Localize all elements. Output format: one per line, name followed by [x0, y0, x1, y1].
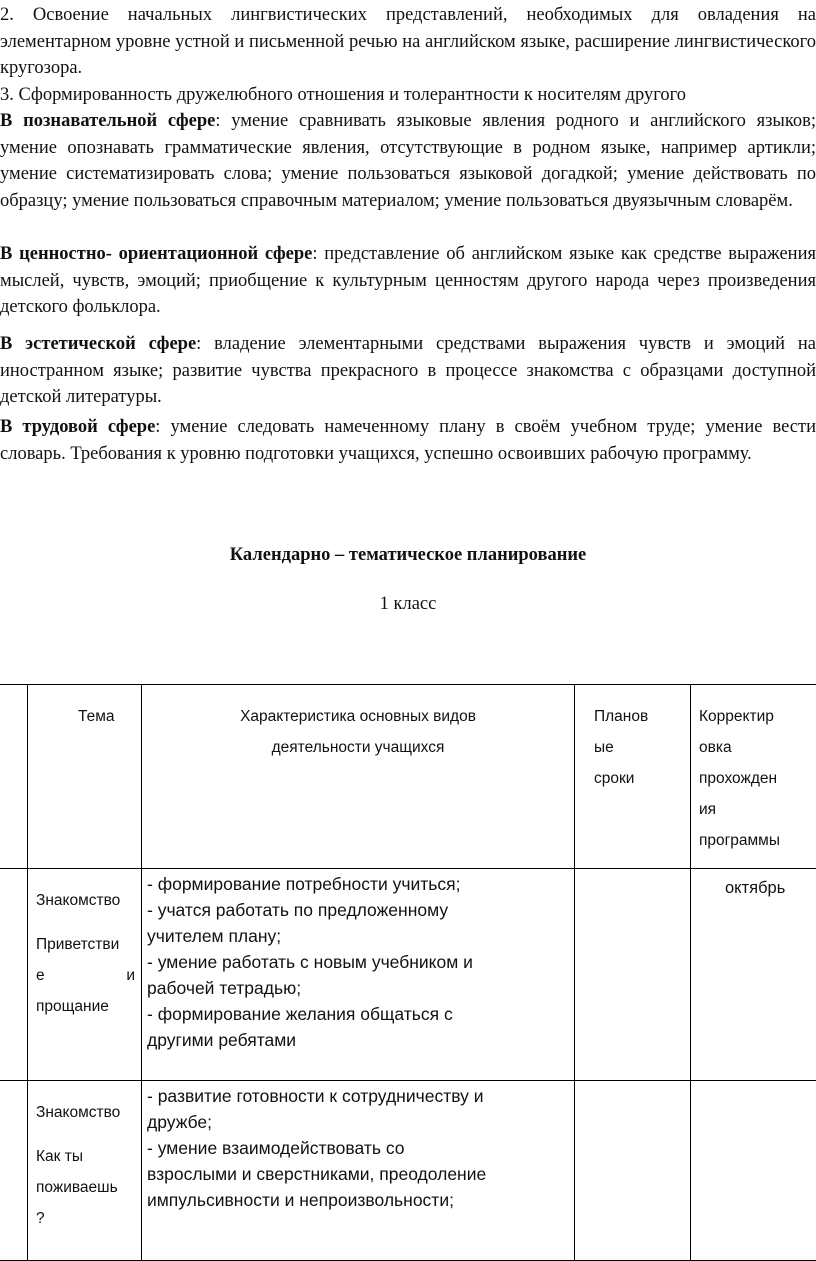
- row1-correction-cell: [691, 869, 816, 1081]
- paragraph-labor: [0, 414, 816, 467]
- row1-correction: октябрь: [691, 869, 816, 901]
- row2-activities: [142, 1081, 574, 1213]
- row2-theme-line2: Как ты: [36, 1141, 135, 1172]
- header-planned-line2: ые: [594, 732, 690, 763]
- row1-theme-line3: [36, 960, 135, 991]
- section-title: Календарно – тематическое планирование: [0, 545, 816, 566]
- header-correction-cell: [691, 685, 816, 869]
- row2-theme-cell: [28, 1081, 142, 1261]
- header-correction-line3: прохожден: [699, 763, 816, 794]
- table-row: [0, 1081, 816, 1261]
- row1-theme-line2: Приветстви: [36, 929, 135, 960]
- header-theme-cell: [28, 685, 142, 869]
- row2-theme-line3: поживаешь: [36, 1172, 135, 1203]
- value-text: : представление об английском языке как средстве выражения мыслей, чувств, эмоций; приобщение к культурным ценностям другого народа через произведения детского фольклора.: [0, 244, 816, 317]
- header-planned: [575, 685, 690, 794]
- list-item: дружбе;: [147, 1109, 570, 1135]
- value-label: В ценностно- ориентационной сфере: [0, 244, 312, 264]
- cognitive-label: В познавательной сфере: [0, 111, 215, 131]
- paragraph-cognitive: [0, 108, 816, 214]
- list-item: - умение взаимодействовать со: [147, 1135, 570, 1161]
- aesthetic-label: В эстетической сфере: [0, 334, 196, 354]
- header-correction: [691, 685, 816, 856]
- header-theme: Тема: [28, 685, 141, 732]
- grade-label: 1 класс: [0, 594, 816, 615]
- labor-text: : умение следовать намеченному плану в своём учебном труде; умение вести словарь. Требования к уровню подготовки учащихся, успешно освоивших рабочую программу.: [0, 417, 816, 464]
- header-planned-line1: Планов: [594, 701, 690, 732]
- row1-planned-cell: [575, 869, 691, 1081]
- list-item: учителем плану;: [147, 923, 570, 949]
- paragraph-tolerance: 3. Сформированность дружелюбного отношения и толерантности к носителям другого: [0, 82, 816, 109]
- header-activities-cell: [142, 685, 575, 869]
- row1-theme-cell: [28, 869, 142, 1081]
- table-header-row: [0, 685, 816, 869]
- cognitive-text: : умение сравнивать языковые явления родного и английского языков; умение опознавать грамматические явления, отсутствующие в родном языке, например артикли; умение систематизировать слова; умение пользоваться языковой догадкой; умение действовать по образцу; умение пользоваться справочным материалом; умение пользоваться двуязычным словарём.: [0, 111, 816, 211]
- labor-label: В трудовой сфере: [0, 417, 155, 437]
- row2-correction: [691, 1081, 816, 1085]
- row2-activities-cell: [142, 1081, 575, 1261]
- list-item: взрослыми и сверстниками, преодоление: [147, 1161, 570, 1187]
- row1-planned: [575, 869, 690, 873]
- header-correction-line4: ия: [699, 794, 816, 825]
- paragraph-linguistic: 2. Освоение начальных лингвистических представлений, необходимых для овладения на элементарном уровне устной и письменной речью на английском языке, расширение лингвистического кругозора.: [0, 2, 816, 82]
- table-row: [0, 869, 816, 1081]
- list-item: - формирование потребности учиться;: [147, 871, 570, 897]
- list-item: - умение работать с новым учебником и: [147, 949, 570, 975]
- row1-theme-line3a: е: [36, 960, 45, 991]
- row2-number-cell: [0, 1081, 28, 1261]
- list-item: - учатся работать по предложенному: [147, 897, 570, 923]
- list-item: импульсивности и непроизвольности;: [147, 1187, 570, 1213]
- row2-correction-cell: [691, 1081, 816, 1261]
- row2-theme: [28, 1081, 141, 1234]
- header-activities-line2: деятельности учащихся: [142, 732, 574, 763]
- header-number-cell: [0, 685, 28, 869]
- row1-activities: [142, 869, 574, 1053]
- row2-planned: [575, 1081, 690, 1085]
- header-correction-line5: программы: [699, 825, 816, 856]
- row2-theme-line1: Знакомство: [36, 1097, 135, 1128]
- paragraph-value: [0, 241, 816, 321]
- header-planned-cell: [575, 685, 691, 869]
- header-activities-line1: Характеристика основных видов: [142, 701, 574, 732]
- header-correction-line1: Корректир: [699, 701, 816, 732]
- row1-theme-line4: прощание: [36, 991, 135, 1022]
- header-correction-line2: овка: [699, 732, 816, 763]
- row1-number-cell: [0, 869, 28, 1081]
- list-item: рабочей тетрадью;: [147, 975, 570, 1001]
- list-item: - формирование желания общаться с: [147, 1001, 570, 1027]
- row1-activities-cell: [142, 869, 575, 1081]
- row1-theme: [28, 869, 141, 1022]
- planning-table: [0, 684, 816, 1261]
- list-item: другими ребятами: [147, 1027, 570, 1053]
- row2-planned-cell: [575, 1081, 691, 1261]
- header-activities: [142, 685, 574, 763]
- row1-theme-line1: Знакомство: [36, 885, 135, 916]
- header-planned-line3: сроки: [594, 763, 690, 794]
- row1-theme-line3b: и: [126, 960, 135, 991]
- aesthetic-text: : владение элементарными средствами выражения чувств и эмоций на иностранном языке; развитие чувства прекрасного в процессе знакомства с образцами доступной детской литературы.: [0, 334, 816, 407]
- paragraph-aesthetic: [0, 331, 816, 411]
- list-item: - развитие готовности к сотрудничеству и: [147, 1083, 570, 1109]
- row2-theme-line4: ?: [36, 1203, 135, 1234]
